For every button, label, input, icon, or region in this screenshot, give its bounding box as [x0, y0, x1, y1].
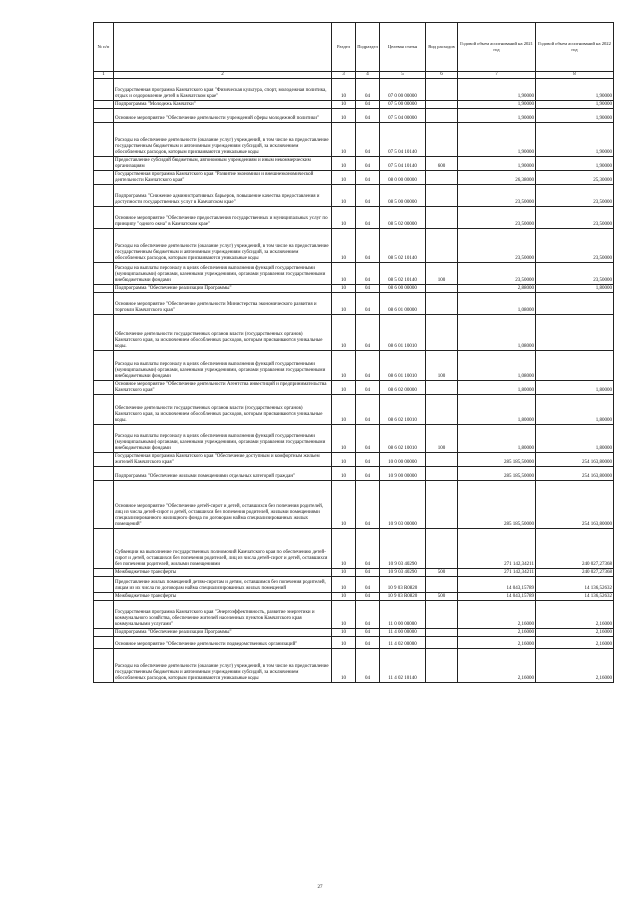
row-volume-2022: 1,90000 [536, 101, 614, 109]
row-volume-2021: 1,80000 [458, 425, 536, 453]
row-expense-type [426, 315, 458, 351]
row-subsection: 04 [356, 79, 380, 101]
row-name: Подпрограмма "Снижение административных барьеров, повышение качества предоставления и доступности государственных услуг в Камчатском крае" [114, 185, 332, 207]
row-subsection: 04 [356, 601, 380, 629]
row-target-article: 08 6 01 00000 [380, 293, 426, 315]
table-row [94, 79, 614, 101]
row-number [94, 285, 114, 293]
row-subsection: 04 [356, 293, 380, 315]
row-name: Основное мероприятие "Обеспечение деятельности учреждений сферы молодежной политики" [114, 109, 332, 123]
row-target-article: 08 6 01 10010 [380, 315, 426, 351]
row-subsection: 04 [356, 157, 380, 171]
column-index: 1 [94, 72, 114, 79]
row-target-article: 08 6 02 00000 [380, 381, 426, 395]
row-name: Межбюджетные трансферты [114, 593, 332, 601]
row-target-article: 08 5 02 00000 [380, 207, 426, 229]
row-number [94, 593, 114, 601]
row-volume-2021: 1,80000 [458, 395, 536, 425]
row-section: 10 [332, 109, 356, 123]
row-expense-type [426, 229, 458, 263]
row-expense-type [426, 467, 458, 481]
row-section: 10 [332, 229, 356, 263]
row-volume-2021: 1,90000 [458, 157, 536, 171]
header-target: Целевая статья [380, 23, 426, 72]
row-target-article: 07 5 04 10140 [380, 123, 426, 157]
row-subsection: 04 [356, 593, 380, 601]
row-expense-type: 500 [426, 593, 458, 601]
row-expense-type [426, 79, 458, 101]
row-volume-2022: 1,80000 [536, 285, 614, 293]
header-expense-type: Вид расходов [426, 23, 458, 72]
row-target-article: 10 9 03 R0820 [380, 577, 426, 593]
row-volume-2021: 1,80000 [458, 381, 536, 395]
row-volume-2022: 1,80000 [536, 425, 614, 453]
row-name: Расходы на выплаты персоналу в целях обеспечения выполнения функций государственными (муниципальными) органами, казенными учреждениями, органами управления государственными внебюджетными фондами [114, 425, 332, 453]
row-number [94, 529, 114, 569]
row-section: 10 [332, 381, 356, 395]
row-volume-2021: 271 142,34211 [458, 529, 536, 569]
column-index: 8 [536, 72, 614, 79]
row-volume-2021: 1,90000 [458, 123, 536, 157]
row-number [94, 601, 114, 629]
table-body [94, 79, 614, 683]
row-expense-type [426, 529, 458, 569]
table-row [94, 649, 614, 683]
row-subsection: 04 [356, 207, 380, 229]
row-section: 10 [332, 79, 356, 101]
header-volume-2022: Годовой объем ассигнований на 2022 год [536, 23, 614, 72]
row-volume-2022: 254 163,80000 [536, 467, 614, 481]
column-index: 2 [114, 72, 332, 79]
column-index-row [94, 72, 614, 79]
column-index: 3 [332, 72, 356, 79]
row-expense-type: 100 [426, 351, 458, 381]
row-name: Подпрограмма "Молодежь Камчатки" [114, 101, 332, 109]
row-target-article: 07 5 04 10140 [380, 157, 426, 171]
row-expense-type [426, 381, 458, 395]
row-target-article: 10 0 00 00000 [380, 453, 426, 467]
row-section: 10 [332, 569, 356, 577]
row-section: 10 [332, 453, 356, 467]
row-number [94, 293, 114, 315]
row-name: Межбюджетные трансферты [114, 569, 332, 577]
table-row [94, 395, 614, 425]
row-volume-2021: 2,16000 [458, 649, 536, 683]
row-name: Основное мероприятие "Обеспечение детей-сирот и детей, оставшихся без попечения родителей, лиц из числа детей-сирот и детей, оставшихся без попечения родителей, жилыми помещениями специализированного жилищного фонда по договорам найма специализированных жилых помещений" [114, 481, 332, 529]
row-subsection: 04 [356, 171, 380, 185]
row-volume-2021: 285 185,50000 [458, 467, 536, 481]
row-volume-2022: 1,80000 [536, 395, 614, 425]
row-number [94, 263, 114, 285]
row-section: 10 [332, 629, 356, 637]
row-expense-type [426, 601, 458, 629]
row-section: 10 [332, 481, 356, 529]
row-section: 10 [332, 577, 356, 593]
row-section: 10 [332, 263, 356, 285]
row-target-article: 08 6 01 10010 [380, 351, 426, 381]
row-name: Расходы на выплаты персоналу в целях обеспечения выполнения функций государственными (муниципальными) органами, казенными учреждениями, органами управления государственными внебюджетными фондами [114, 351, 332, 381]
row-expense-type [426, 637, 458, 649]
row-name: Государственная программа Камчатского края "Энергоэффективность, развитие энергетики и коммунального хозяйства, обеспечение жителей населенных пунктов Камчатского края коммунальными услугами" [114, 601, 332, 629]
row-target-article: 07 0 00 00000 [380, 79, 426, 101]
table-row [94, 315, 614, 351]
row-number [94, 381, 114, 395]
row-volume-2022: 1,90000 [536, 157, 614, 171]
row-volume-2022 [536, 293, 614, 315]
row-name: Расходы на выплаты персоналу в целях обеспечения выполнения функций государственными (муниципальными) органами, казенными учреждениями, органами управления государственными внебюджетными фондами [114, 263, 332, 285]
row-subsection: 04 [356, 285, 380, 293]
row-volume-2022 [536, 315, 614, 351]
table-row [94, 601, 614, 629]
row-volume-2021: 271 142,34211 [458, 569, 536, 577]
row-subsection: 04 [356, 351, 380, 381]
row-section: 10 [332, 351, 356, 381]
row-expense-type [426, 207, 458, 229]
row-target-article: 11 0 00 00000 [380, 601, 426, 629]
row-name: Предоставление субсидий бюджетным, автономным учреждениям и иным некоммерческим организациям [114, 157, 332, 171]
row-name: Подпрограмма "Обеспечение реализации Программы" [114, 285, 332, 293]
row-volume-2021: 285 185,50000 [458, 453, 536, 467]
row-subsection: 04 [356, 101, 380, 109]
row-target-article: 11 4 02 00000 [380, 637, 426, 649]
row-volume-2022: 1,90000 [536, 79, 614, 101]
row-name: Расходы на обеспечение деятельности (оказание услуг) учреждений, в том числе на предоставление государственным бюджетным и автономным учреждениям субсидий, за исключением обособленных расходов, которым присваиваются уникальные коды [114, 123, 332, 157]
table-row [94, 293, 614, 315]
row-name: Государственная программа Камчатского края "Развитие экономики и внешнеэкономической деятельности Камчатского края" [114, 171, 332, 185]
table-row [94, 381, 614, 395]
row-number [94, 171, 114, 185]
table-row [94, 481, 614, 529]
row-name: Обеспечение деятельности государственных органов власти (государственных органов) Камчатского края, за исключением обособленных расходов, которым присваиваются уникальные коды. [114, 395, 332, 425]
row-volume-2021: 1,08000 [458, 293, 536, 315]
row-target-article: 08 5 02 10140 [380, 263, 426, 285]
row-section: 10 [332, 593, 356, 601]
row-number [94, 207, 114, 229]
row-volume-2022: 2,16000 [536, 629, 614, 637]
row-volume-2022: 240 027,27368 [536, 569, 614, 577]
table-row [94, 637, 614, 649]
row-target-article: 08 6 02 10010 [380, 425, 426, 453]
row-expense-type [426, 395, 458, 425]
table-row [94, 185, 614, 207]
row-section: 10 [332, 315, 356, 351]
row-number [94, 637, 114, 649]
row-volume-2021: 2,16000 [458, 601, 536, 629]
row-name: Основное мероприятие "Обеспечение деятельности Министерства экономического развития и торговли Камчатского края" [114, 293, 332, 315]
table-row [94, 285, 614, 293]
row-volume-2022: 25,30000 [536, 171, 614, 185]
row-name: Основное мероприятие "Обеспечение предоставления государственных и муниципальных услуг по принципу "одного окна" в Камчатском крае" [114, 207, 332, 229]
row-volume-2022: 2,16000 [536, 637, 614, 649]
row-volume-2021: 26,38000 [458, 171, 536, 185]
row-volume-2021: 1,08000 [458, 315, 536, 351]
row-expense-type: 100 [426, 263, 458, 285]
row-section: 10 [332, 207, 356, 229]
row-target-article: 10 9 03 40290 [380, 529, 426, 569]
budget-table [93, 22, 614, 683]
row-section: 10 [332, 185, 356, 207]
row-section: 10 [332, 285, 356, 293]
row-expense-type [426, 629, 458, 637]
row-section: 10 [332, 601, 356, 629]
row-expense-type [426, 649, 458, 683]
header-section: Раздел [332, 23, 356, 72]
row-section: 10 [332, 637, 356, 649]
row-expense-type [426, 171, 458, 185]
row-volume-2021: 14 043,15789 [458, 593, 536, 601]
row-volume-2022: 14 136,52632 [536, 577, 614, 593]
row-volume-2022: 1,80000 [536, 381, 614, 395]
header-name [114, 23, 332, 72]
row-volume-2021: 23,50000 [458, 185, 536, 207]
row-volume-2021: 2,16000 [458, 637, 536, 649]
row-section: 10 [332, 425, 356, 453]
row-subsection: 04 [356, 629, 380, 637]
row-section: 10 [332, 123, 356, 157]
row-target-article: 07 5 04 00000 [380, 109, 426, 123]
table-row [94, 569, 614, 577]
row-subsection: 04 [356, 569, 380, 577]
row-number [94, 425, 114, 453]
row-volume-2022: 23,50000 [536, 185, 614, 207]
row-expense-type [426, 109, 458, 123]
row-expense-type: 100 [426, 425, 458, 453]
row-name: Государственная программа Камчатского края "Физическая культура, спорт, молодежная политика, отдых и оздоровление детей в Камчатском крае" [114, 79, 332, 101]
row-target-article: 11 4 02 10140 [380, 649, 426, 683]
row-target-article: 08 5 00 00000 [380, 185, 426, 207]
row-volume-2021: 1,90000 [458, 79, 536, 101]
row-expense-type [426, 123, 458, 157]
table-row [94, 101, 614, 109]
row-section: 10 [332, 101, 356, 109]
row-name: Подпрограмма "Обеспечение жилыми помещениями отдельных категорий граждан" [114, 467, 332, 481]
row-volume-2021: 1,08000 [458, 351, 536, 381]
row-target-article: 10 9 03 40290 [380, 569, 426, 577]
row-subsection: 04 [356, 453, 380, 467]
row-section: 10 [332, 395, 356, 425]
row-volume-2022: 23,50000 [536, 229, 614, 263]
row-volume-2021: 2,16000 [458, 629, 536, 637]
row-volume-2021: 1,90000 [458, 109, 536, 123]
row-volume-2021: 23,50000 [458, 229, 536, 263]
table-row [94, 453, 614, 467]
row-volume-2022: 254 163,80000 [536, 453, 614, 467]
row-target-article: 10 9 00 00000 [380, 467, 426, 481]
row-volume-2022: 23,50000 [536, 263, 614, 285]
table-row [94, 629, 614, 637]
row-volume-2021: 2,88000 [458, 285, 536, 293]
row-number [94, 481, 114, 529]
row-volume-2021: 23,50000 [458, 207, 536, 229]
row-name: Расходы на обеспечение деятельности (оказание услуг) учреждений, в том числе на предоставление государственным бюджетным и автономным учреждениям субсидий, за исключением обособленных расходов, которым присваиваются уникальные коды [114, 649, 332, 683]
row-subsection: 04 [356, 425, 380, 453]
row-target-article: 07 5 00 00000 [380, 101, 426, 109]
row-expense-type [426, 185, 458, 207]
row-subsection: 04 [356, 315, 380, 351]
row-subsection: 04 [356, 395, 380, 425]
row-volume-2022: 1,90000 [536, 123, 614, 157]
row-expense-type [426, 293, 458, 315]
row-volume-2022: 14 136,52632 [536, 593, 614, 601]
row-number [94, 395, 114, 425]
row-subsection: 04 [356, 649, 380, 683]
row-section: 10 [332, 529, 356, 569]
row-section: 10 [332, 171, 356, 185]
row-volume-2022: 240 027,27368 [536, 529, 614, 569]
table-row [94, 351, 614, 381]
row-subsection: 04 [356, 263, 380, 285]
row-name: Субвенции на выполнение государственных полномочий Камчатского края по обеспечению детей-сирот и детей, оставшихся без попечения родителей, лиц из числа детей-сирот и детей, оставшихся без попечения родителей, жилыми помещениями [114, 529, 332, 569]
table-row [94, 577, 614, 593]
row-subsection: 04 [356, 123, 380, 157]
row-number [94, 315, 114, 351]
row-section: 10 [332, 467, 356, 481]
row-name: Государственная программа Камчатского края "Обеспечение доступным и комфортным жильем жителей Камчатского края" [114, 453, 332, 467]
row-name: Расходы на обеспечение деятельности (оказание услуг) учреждений, в том числе на предоставление государственным бюджетным и автономным учреждениям субсидий, за исключением обособленных расходов, которым присваиваются уникальные коды [114, 229, 332, 263]
column-index: 6 [426, 72, 458, 79]
row-volume-2021: 285 185,50000 [458, 481, 536, 529]
header-subsection: Подраздел [356, 23, 380, 72]
table-row [94, 229, 614, 263]
table-row [94, 467, 614, 481]
row-number [94, 467, 114, 481]
row-name: Предоставление жилых помещений детям-сиротам и детям, оставшимся без попечения родителей, лицам из их числа по договорам найма специализированных жилых помещений [114, 577, 332, 593]
row-number [94, 649, 114, 683]
row-number [94, 123, 114, 157]
row-subsection: 04 [356, 229, 380, 263]
row-number [94, 185, 114, 207]
row-subsection: 04 [356, 481, 380, 529]
row-volume-2022: 2,16000 [536, 601, 614, 629]
column-index: 7 [458, 72, 536, 79]
table-row [94, 263, 614, 285]
row-subsection: 04 [356, 381, 380, 395]
table-row [94, 593, 614, 601]
row-subsection: 04 [356, 467, 380, 481]
table-row [94, 171, 614, 185]
row-section: 10 [332, 157, 356, 171]
row-volume-2021: 14 043,15789 [458, 577, 536, 593]
row-volume-2022: 23,50000 [536, 207, 614, 229]
row-number [94, 109, 114, 123]
row-subsection: 04 [356, 577, 380, 593]
row-name: Обеспечение деятельности государственных органов власти (государственных органов) Камчатского края, за исключением обособленных расходов, которым присваиваются уникальные коды. [114, 315, 332, 351]
table-row [94, 207, 614, 229]
table-row [94, 123, 614, 157]
row-expense-type [426, 285, 458, 293]
row-target-article: 10 9 03 R0820 [380, 593, 426, 601]
row-number [94, 569, 114, 577]
row-volume-2022: 1,90000 [536, 109, 614, 123]
header-volume-2021: Годовой объем ассигнований на 2021 год [458, 23, 536, 72]
table-header-row [94, 23, 614, 72]
header-no: № п/п [94, 23, 114, 72]
row-number [94, 229, 114, 263]
row-target-article: 08 0 00 00000 [380, 171, 426, 185]
row-target-article: 11 4 00 00000 [380, 629, 426, 637]
table-row [94, 109, 614, 123]
row-target-article: 08 6 02 10010 [380, 395, 426, 425]
page-number: 27 [317, 885, 323, 890]
row-name: Основное мероприятие "Обеспечение деятельности подведомственных организаций" [114, 637, 332, 649]
row-number [94, 453, 114, 467]
table-row [94, 157, 614, 171]
table-row [94, 425, 614, 453]
row-name: Основное мероприятие "Обеспечение деятельности Агентства инвестиций и предпринимательства Камчатского края" [114, 381, 332, 395]
row-expense-type [426, 101, 458, 109]
row-number [94, 157, 114, 171]
row-number [94, 629, 114, 637]
row-volume-2021: 1,90000 [458, 101, 536, 109]
column-index: 5 [380, 72, 426, 79]
row-expense-type [426, 577, 458, 593]
row-expense-type [426, 481, 458, 529]
row-subsection: 04 [356, 109, 380, 123]
row-name: Подпрограмма "Обеспечение реализации Программы" [114, 629, 332, 637]
row-expense-type [426, 453, 458, 467]
row-target-article: 08 5 02 10140 [380, 229, 426, 263]
column-index: 4 [356, 72, 380, 79]
row-subsection: 04 [356, 529, 380, 569]
row-number [94, 351, 114, 381]
row-volume-2022: 2,16000 [536, 649, 614, 683]
row-target-article: 10 9 03 00000 [380, 481, 426, 529]
row-expense-type: 600 [426, 157, 458, 171]
table-row [94, 529, 614, 569]
row-number [94, 79, 114, 101]
row-subsection: 04 [356, 637, 380, 649]
row-subsection: 04 [356, 185, 380, 207]
row-number [94, 101, 114, 109]
row-target-article: 08 6 00 00000 [380, 285, 426, 293]
row-expense-type: 500 [426, 569, 458, 577]
row-volume-2021: 23,50000 [458, 263, 536, 285]
row-section: 10 [332, 649, 356, 683]
row-volume-2022 [536, 351, 614, 381]
row-volume-2022: 254 163,80000 [536, 481, 614, 529]
row-section: 10 [332, 293, 356, 315]
row-number [94, 577, 114, 593]
